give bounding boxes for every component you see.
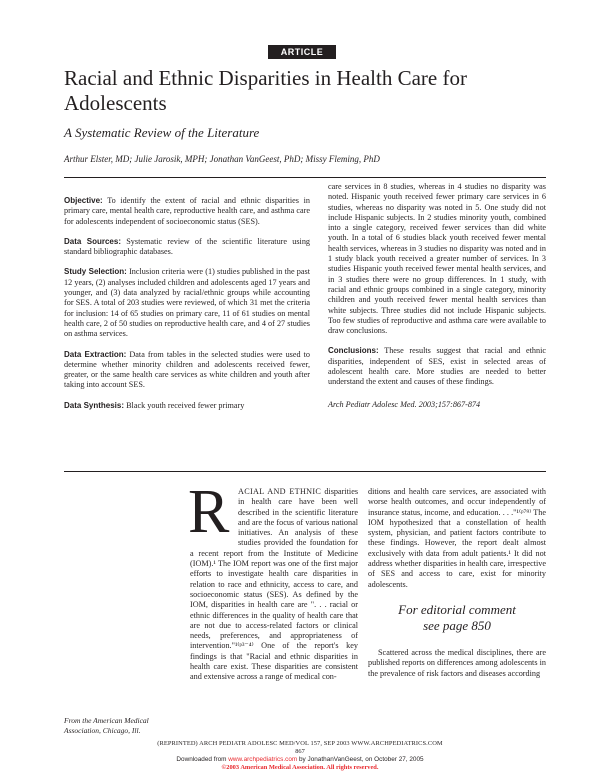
footer-journal-line: (REPRINTED) ARCH PEDIATR ADOLESC MED/VOL 157, SEP 2003 WWW.ARCHPEDIATRICS.COM: [157, 740, 443, 747]
article-subtitle: A Systematic Review of the Literature: [64, 125, 260, 140]
drop-cap: R: [188, 478, 230, 546]
article-badge: ARTICLE: [268, 45, 336, 59]
body-paragraph-1: disparities in health care have been well described in the scientific literature and are the focus of various national initiatives. An analysis of these studies provided the foundation for a recent report from the Institute of Medicine (IOM).¹ The IOM report was one of the first major efforts to investigate health care disparities in relation to race and ethnicity, access to care, and socioeconomic status (SES). As defined by the IOM, disparities in health care are ". . . racial or ethnic differences in the quality of health care that are not due to access-related factors or clinical needs, preferences, and appropriateness of intervention."¹⁽ᵖ³⁻⁴⁾ One of the report's key findings is that "Racial and ethnic disparities in health care exist. These disparities are consistent and extensive across a range of medical con-: [190, 487, 359, 682]
journal-citation: Arch Pediatr Adolesc Med. 2003;157:867-874: [328, 399, 481, 409]
copyright-notice: ©2003 American Medical Association. All rights reserved.: [221, 764, 379, 771]
selection-label: Study Selection:: [64, 267, 127, 277]
synthesis-text: Black youth received fewer primary: [126, 400, 245, 410]
download-site-link[interactable]: www.archpediatrics.com: [228, 756, 298, 763]
extraction-label: Data Extraction:: [64, 349, 127, 359]
conclusions-text: These results suggest that racial and ethnic disparities, independent of SES, exist in selected areas of adolescent health care. More studies are needed to better understand the extent and causes of these findings.: [328, 346, 546, 387]
page-number: 867: [295, 748, 305, 755]
body-column-middle: [188, 478, 359, 683]
sources-text: Systematic review of the scientific literature using standard bibliographic databases.: [64, 236, 311, 257]
synthesis-continued: care services in 8 studies, whereas in 4 studies no disparity was noted. Hispanic youth received fewer primary care services in 6 studies, whereas no disparity was noted in 5. One study did not include Hispanic subjects. In 2 studies minority youth, combined into a single category, received fewer services than did white youth. In a total of 6 studies black youth received fewer mental health services, whereas in 3 studies no disparity was noted and in 1 study black youth received a greater number of services. In 3 studies Hispanic youth received fewer mental health services, and in 3 studies there were no group differences. In 1 study, with racial and ethnic groups combined in a single category, minority children and youth received fewer mental health services than white subjects. Three studies did not include Hispanic subjects. Too few studies of reproductive and asthma care were available to draw conclusions.: [328, 182, 546, 336]
selection-text: Inclusion criteria were (1) studies published in the past 12 years, (2) analyses included children and adolescents aged 17 years and younger, and (3) data analyzed by racial/ethnic groups while accounting for SES. A total of 203 studies were reviewed, of which 31 met the criteria for inclusion: 14 of 65 studies on primary care, 11 of 61 studies on mental health care, 2 of 50 studies on reproductive health care, and 4 of 27 studies on asthma services.: [64, 267, 310, 339]
author-list: Arthur Elster, MD; Julie Jarosik, MPH; Jonathan VanGeest, PhD; Missy Fleming, PhD: [64, 154, 380, 164]
body-paragraph-2: Scattered across the medical disciplines, there are published reports on differences among adolescents in the prevalence of risk factors and diseases according: [368, 647, 546, 678]
abstract-selection: [64, 267, 310, 339]
abstract-left-column: [64, 196, 310, 421]
abstract-synthesis: [64, 401, 310, 411]
abstract-right-column: [328, 182, 546, 420]
objective-label: Objective:: [64, 196, 103, 205]
download-suffix: by JonathanVanGeest, on October 27, 2005: [297, 756, 424, 763]
body-column-right: [368, 487, 546, 679]
lead-small-caps: ACIAL AND ETHNIC: [238, 487, 322, 496]
conclusions-label: Conclusions:: [328, 346, 379, 356]
download-prefix: Downloaded from: [176, 756, 229, 763]
extraction-text: Data from tables in the selected studies were used to determine whether minority children and adolescents received fewer, greater, or the same health care services as white children and youth after taking into account SES.: [64, 349, 310, 390]
author-affiliation: From the American Medical Association, Chicago, Ill.: [64, 716, 149, 735]
divider-top: [64, 177, 546, 178]
body-paragraph-1-continued: ditions and health care services, are associated with worse health outcomes, and occur independently of insurance status, income, and education. . . ."¹⁽ᵖ⁷⁹⁾ The IOM hypothesized that a constellation of health system, physician, and patient factors contribute to these findings. However, the report dealt almost exclusively with data from adult patients.¹ It did not address whether disparities in health care, irrespective of SES and access to care, exist for minority adolescents.: [368, 487, 546, 589]
abstract-sources: [64, 237, 310, 258]
sources-label: Data Sources:: [64, 236, 121, 246]
abstract-extraction: [64, 350, 310, 391]
editorial-callout: [368, 602, 546, 634]
synthesis-label: Data Synthesis:: [64, 400, 125, 410]
editorial-line-1: For editorial comment: [398, 601, 516, 617]
abstract-conclusions: [328, 346, 546, 409]
objective-text: To identify the extent of racial and ethnic disparities in primary care, mental health care, reproductive health care, and asthma care for adolescents independent of socioeconomic status (SES).: [64, 196, 310, 226]
download-notice: [0, 756, 600, 764]
editorial-line-2: see page 850: [423, 617, 491, 633]
article-title: Racial and Ethnic Disparities in Health Care for Adolescents: [64, 66, 467, 115]
abstract-objective: [64, 196, 310, 227]
divider-middle: [64, 471, 546, 472]
